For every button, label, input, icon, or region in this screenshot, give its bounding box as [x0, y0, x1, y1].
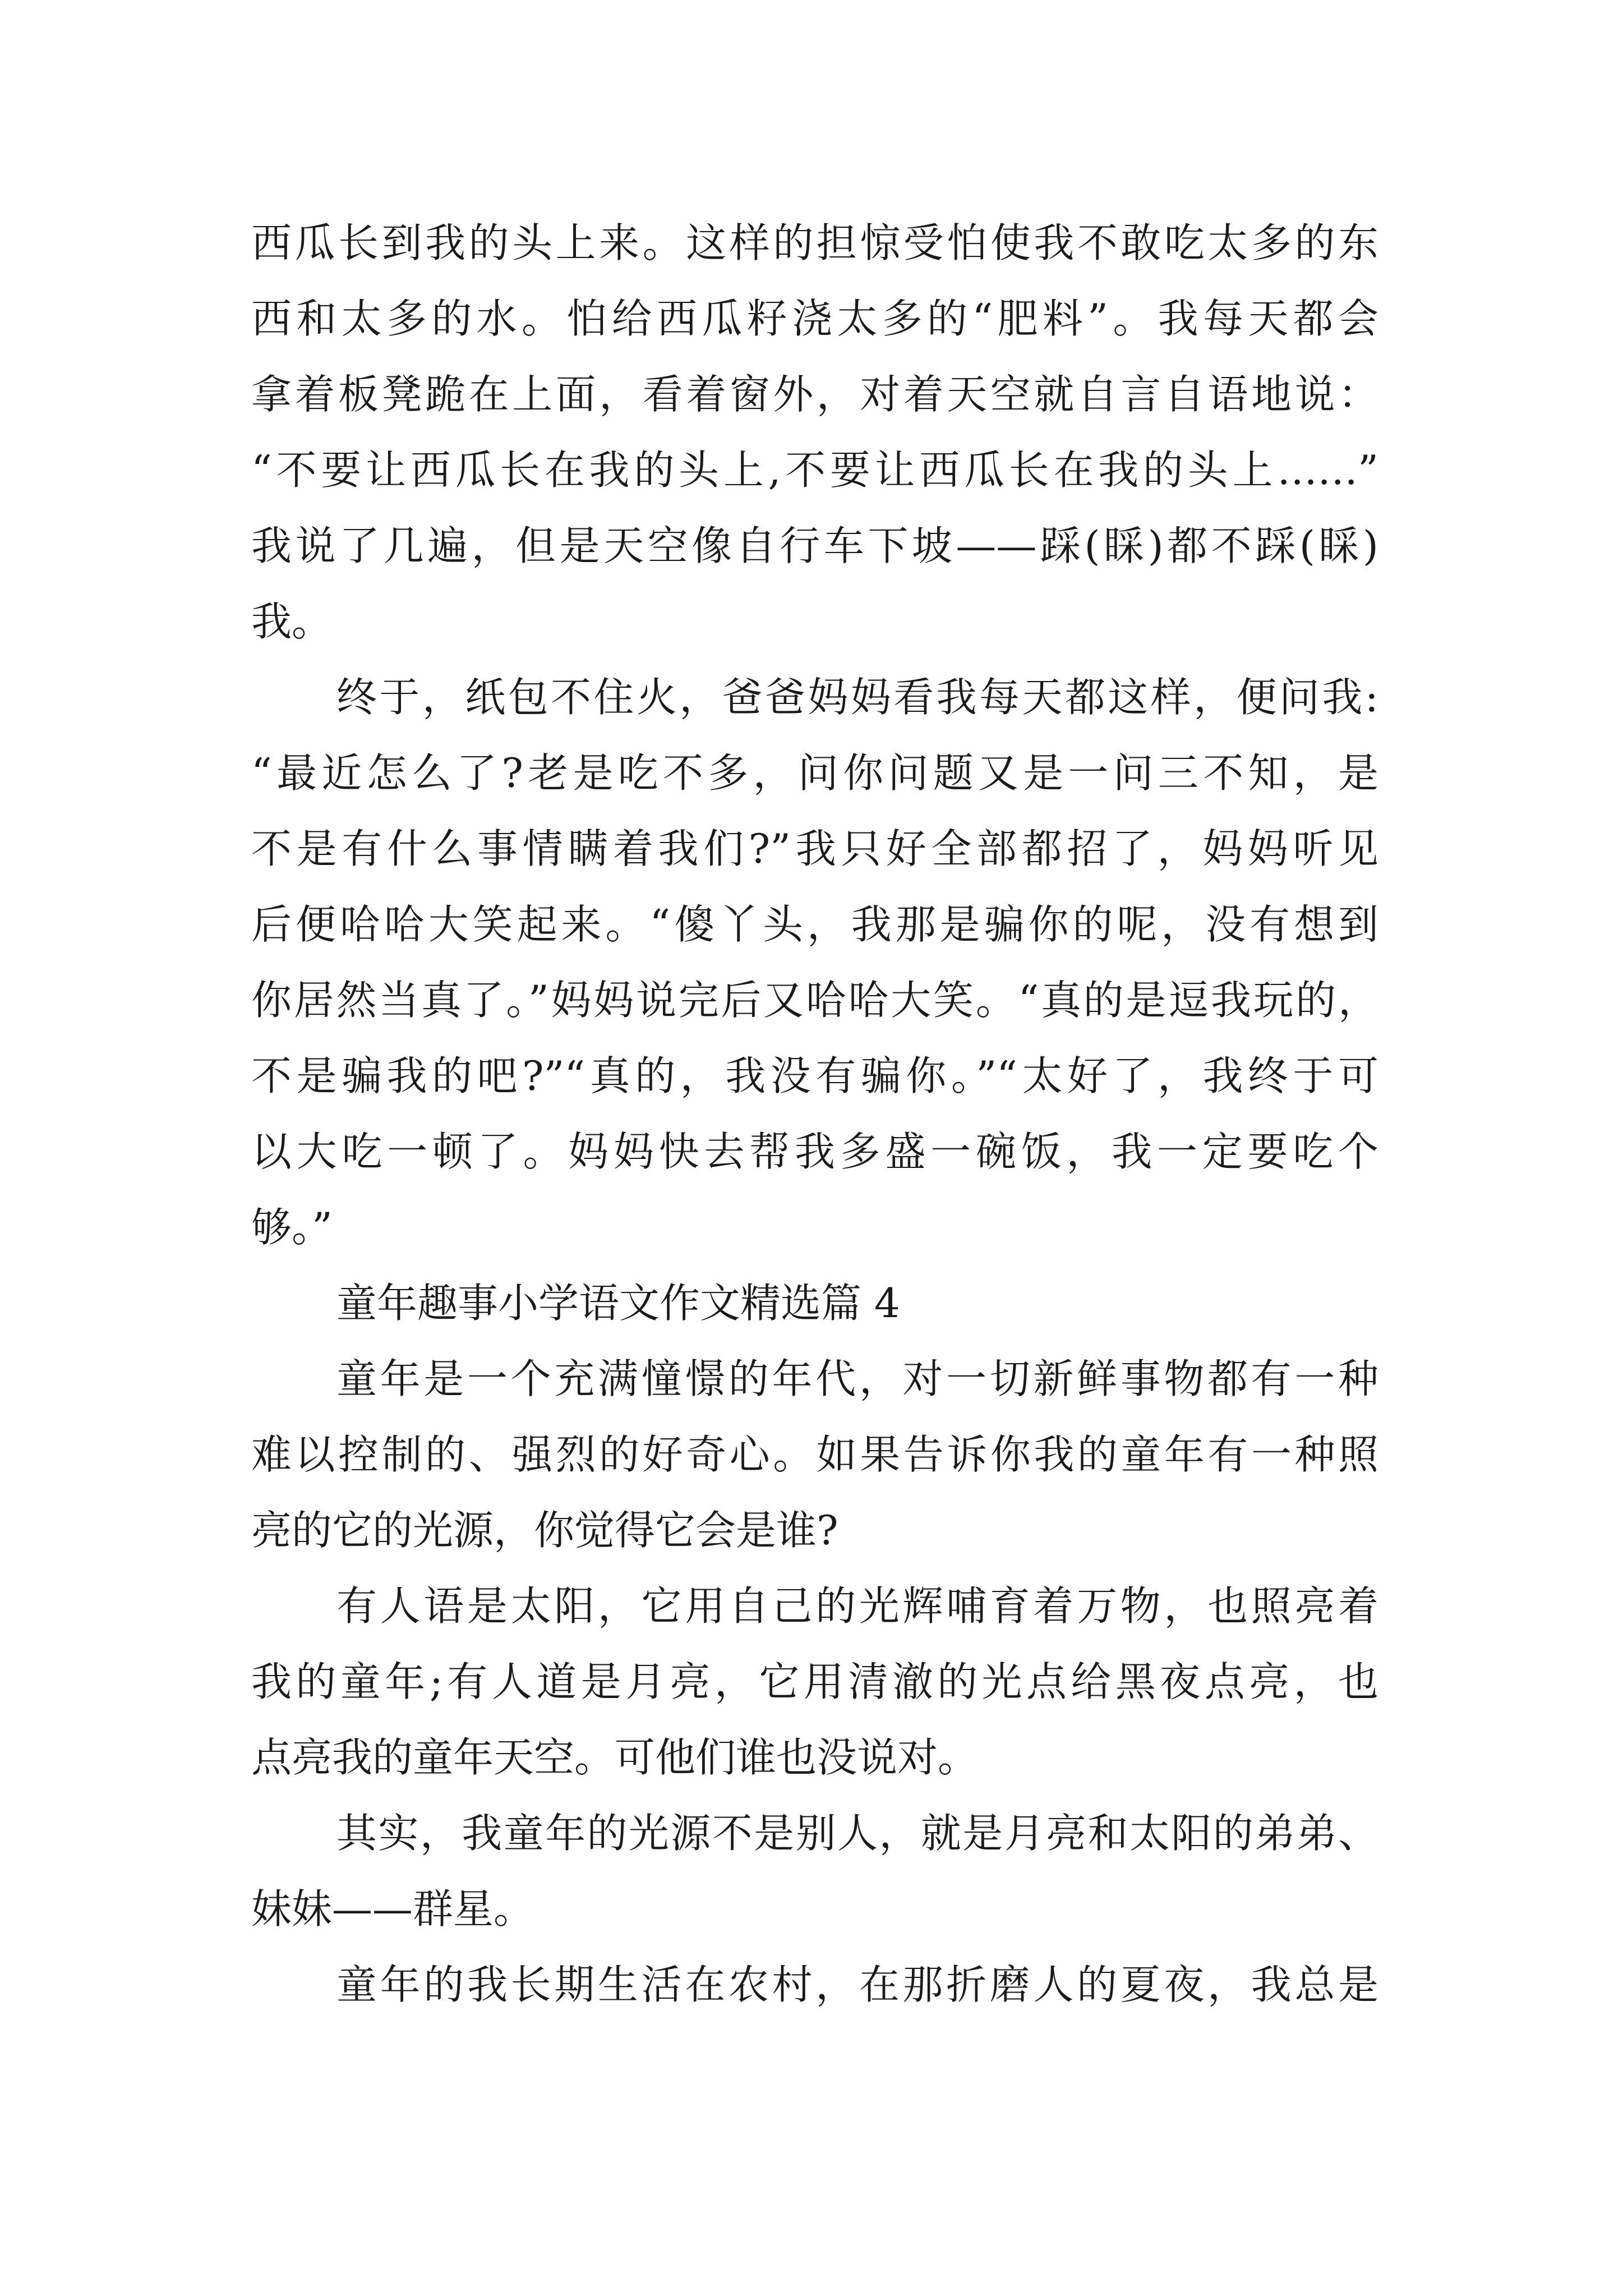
text-line: 我。 — [251, 598, 333, 645]
text-line: 我说了几遍，但是天空像自行车下坡——踩(睬)都不踩(睬) — [251, 522, 1378, 569]
text-line: 不是有什么事情瞒着我们?”我只好全部都招了，妈妈听见 — [251, 825, 1378, 872]
text-line: 你居然当真了。”妈妈说完后又哈哈大笑。“真的是逗我玩的， — [251, 977, 1378, 1024]
paragraph-first-line: 有人语是太阳，它用自己的光辉哺育着万物，也照亮着 — [336, 1582, 1378, 1630]
paragraph-first-line: 其实，我童年的光源不是别人，就是月亮和太阳的弟弟、 — [336, 1810, 1378, 1857]
text-line: 我的童年;有人道是月亮，它用清澈的光点给黑夜点亮，也 — [251, 1658, 1378, 1705]
text-line: “最近怎么了?老是吃不多，问你问题又是一问三不知，是 — [251, 749, 1378, 797]
paragraph-first-line: 终于，纸包不住火，爸爸妈妈看我每天都这样，便问我: — [336, 674, 1378, 721]
text-line: 西瓜长到我的头上来。这样的担惊受怕使我不敢吃太多的东 — [251, 219, 1378, 266]
paragraph-first-line: 童年的我长期生活在农村，在那折磨人的夏夜，我总是 — [336, 1961, 1378, 2008]
text-line: 点亮我的童年天空。可他们谁也没说对。 — [251, 1734, 979, 1781]
text-line: 妹妹——群星。 — [251, 1885, 534, 1932]
text-line: “不要让西瓜长在我的头上,不要让西瓜长在我的头上……” — [251, 447, 1378, 494]
text-line: 后便哈哈大笑起来。“傻丫头，我那是骗你的呢，没有想到 — [251, 901, 1378, 948]
text-line: 难以控制的、强烈的好奇心。如果告诉你我的童年有一种照 — [251, 1431, 1378, 1478]
section-heading: 童年趣事小学语文作文精选篇 4 — [336, 1280, 900, 1327]
text-line: 以大吃一顿了。妈妈快去帮我多盛一碗饭，我一定要吃个 — [251, 1128, 1378, 1175]
text-line: 亮的它的光源，你觉得它会是谁? — [251, 1507, 838, 1554]
text-line: 不是骗我的吧?”“真的，我没有骗你。”“太好了，我终于可 — [251, 1052, 1378, 1099]
paragraph-first-line: 童年是一个充满憧憬的年代，对一切新鲜事物都有一种 — [336, 1355, 1378, 1402]
text-line: 西和太多的水。怕给西瓜籽浇太多的“肥料”。我每天都会 — [251, 295, 1378, 342]
text-line: 够。” — [251, 1204, 333, 1251]
text-line: 拿着板凳跪在上面，看着窗外，对着天空就自言自语地说： — [251, 371, 1378, 418]
